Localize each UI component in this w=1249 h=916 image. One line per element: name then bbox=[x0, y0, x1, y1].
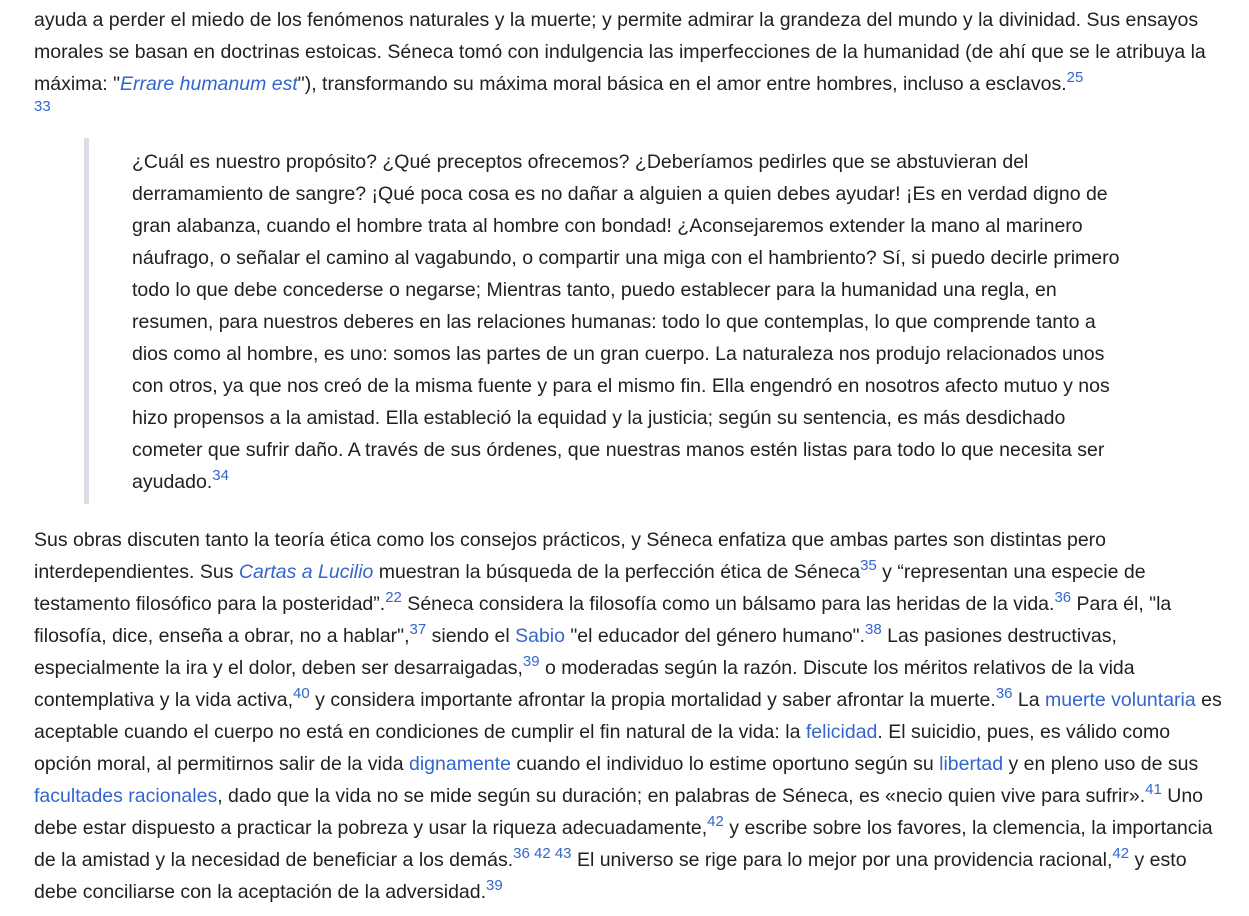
link-libertad[interactable]: libertad bbox=[939, 753, 1004, 775]
body-text: y en pleno uso de sus bbox=[1003, 753, 1199, 775]
ref-22[interactable]: 22 bbox=[385, 588, 402, 606]
link-felicidad[interactable]: felicidad bbox=[805, 721, 878, 743]
link-sabio[interactable]: Sabio bbox=[515, 625, 565, 647]
ref-39[interactable]: 39 bbox=[522, 652, 540, 670]
intro-text-1: ayuda a perder el miedo de los fenómenos naturales y la muerte; y permite admirar la grandeza del mundo y la divinidad. Sus ensayos morales se basan en doctrinas estoicas. Séneca tomó con indulgencia las imperfecciones de la humanidad (de ahí que se le atribuya la máxima: " bbox=[34, 9, 1206, 95]
body-text: "el educador del género humano". bbox=[564, 625, 866, 647]
intro-text-2: "), transformando su máxima moral básica en el amor entre hombres, incluso a esclavos. bbox=[297, 73, 1067, 95]
body-text: siendo el bbox=[426, 625, 516, 647]
ref-36[interactable]: 36 bbox=[1054, 588, 1072, 606]
ref-37[interactable]: 37 bbox=[409, 620, 427, 638]
body-text: Sus obras discuten tanto la teoría ética como los consejos prácticos, y Séneca enfatiza que ambas partes son distintas pero interdependientes. Sus bbox=[34, 529, 1107, 583]
link-muerte-voluntaria[interactable]: muerte voluntaria bbox=[1045, 689, 1196, 711]
article-content bbox=[34, 4, 1224, 908]
ref-39[interactable]: 39 bbox=[486, 876, 503, 894]
ref-35[interactable]: 35 bbox=[860, 556, 877, 574]
link-dignamente[interactable]: dignamente bbox=[409, 753, 511, 775]
body-text: o moderadas según la razón. Discute los méritos relativos de la vida contemplativa y la vida activa, bbox=[34, 657, 1135, 711]
link-errare-humanum-est[interactable]: Errare humanum est bbox=[120, 73, 298, 95]
ref-40[interactable]: 40 bbox=[293, 684, 310, 702]
body-text: Para él, "la filosofía, dice, enseña a obrar, no a hablar", bbox=[34, 593, 1172, 647]
ref-34[interactable]: 34 bbox=[212, 466, 229, 484]
ref-36-42-43[interactable]: 36 42 43 bbox=[513, 844, 572, 862]
body-paragraph bbox=[34, 524, 1224, 908]
ref-36[interactable]: 36 bbox=[995, 684, 1013, 702]
body-text: El universo se rige para lo mejor por una providencia racional, bbox=[571, 849, 1113, 871]
ref-25[interactable]: 25 bbox=[1066, 68, 1084, 86]
body-text: y escribe sobre los favores, la clemencia, la importancia de la amistad y la necesidad de beneficiar a los demás. bbox=[34, 817, 1213, 871]
body-text: es aceptable cuando el cuerpo no está en condiciones de cumplir el fin natural de la vida: la bbox=[34, 689, 1222, 743]
body-text: Las pasiones destructivas, especialmente la ira y el dolor, deben ser desarraigadas, bbox=[34, 625, 1117, 679]
quote-paragraph bbox=[132, 146, 1127, 498]
ref-41[interactable]: 41 bbox=[1145, 780, 1162, 798]
body-text: La bbox=[1012, 689, 1046, 711]
body-text: . El suicidio, pues, es válido como opción moral, al permitirnos salir de la vida bbox=[34, 721, 1171, 775]
body-text: y “representan una especie de testamento filosófico para la posteridad”. bbox=[34, 561, 1146, 615]
blockquote bbox=[84, 138, 1127, 504]
body-text: Uno debe estar dispuesto a practicar la pobreza y usar la riqueza adecuadamente, bbox=[34, 785, 1204, 839]
intro-paragraph bbox=[34, 4, 1224, 116]
body-text: muestran la búsqueda de la perfección ética de Séneca bbox=[373, 561, 861, 583]
body-text: y esto debe conciliarse con la aceptación de la adversidad. bbox=[34, 849, 1187, 903]
body-text: y considera importante afrontar la propia mortalidad y saber afrontar la muerte. bbox=[309, 689, 996, 711]
link-facultades-racionales[interactable]: facultades racionales bbox=[34, 785, 218, 807]
ref-42[interactable]: 42 bbox=[707, 812, 724, 830]
quote-text: ¿Cuál es nuestro propósito? ¿Qué preceptos ofrecemos? ¿Deberíamos pedirles que se abstuvieran del derramamiento de sangre? ¡Qué poca cosa es no dañar a alguien a quien debes ayudar! ¡Es en verdad digno de gran alabanza, cuando el hombre trata al hombre con bondad! ¿Aconsejaremos extender la mano al marinero náufrago, o señalar el camino al vagabundo, o compartir una miga con el hambriento? Sí, si puedo decirle primero todo lo que debe concederse o negarse; Mientras tanto, puedo establecer para la humanidad una regla, en resumen, para nuestros deberes en las relaciones humanas: todo lo que contemplas, lo que comprende tanto a dios como al hombre, es uno: somos las partes de un gran cuerpo. La naturaleza nos produjo relacionados unos con otros, ya que nos creó de la misma fuente y para el mismo fin. Ella engendró en nosotros afecto mutuo y nos hizo propensos a la amistad. Ella estableció la equidad y la justicia; según su sentencia, es más desdichado cometer que sufrir daño. A través de sus órdenes, que nuestras manos estén listas para todo lo que necesita ser ayudado. bbox=[132, 151, 1120, 493]
body-text: cuando el individuo lo estime oportuno según su bbox=[510, 753, 940, 775]
ref-38[interactable]: 38 bbox=[865, 620, 882, 638]
link-cartas-a-lucilio[interactable]: Cartas a Lucilio bbox=[238, 561, 374, 583]
body-text: , dado que la vida no se mide según su duración; en palabras de Séneca, es «necio quien vive para sufrir». bbox=[217, 785, 1146, 807]
body-text: Séneca considera la filosofía como un bálsamo para las heridas de la vida. bbox=[401, 593, 1055, 615]
ref-33[interactable]: 33 bbox=[34, 98, 51, 115]
ref-42[interactable]: 42 bbox=[1112, 844, 1130, 862]
